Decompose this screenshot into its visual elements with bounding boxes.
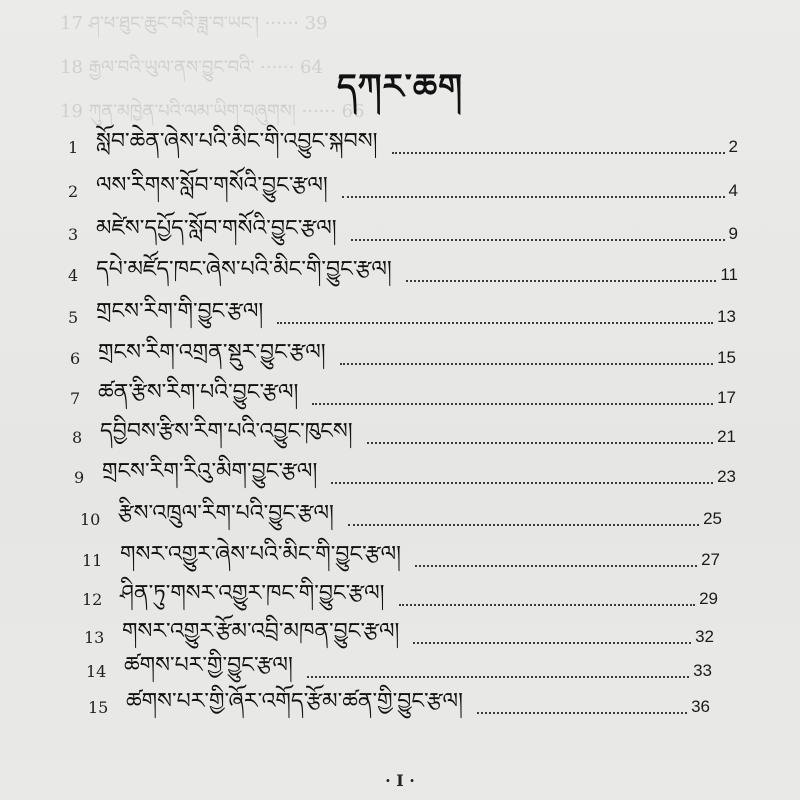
bleed-line: 17 ཤ་ཕ་ཐུང་ཆུང་བའི་ཟླ་བ་ཡང་། ······ 39 [60, 13, 328, 34]
entry-title: གྲངས་རིག་རིའུ་མིག་བྱུང་རྩལ། [102, 459, 318, 484]
entry-number: 6 [70, 348, 81, 368]
entry-number: 9 [74, 467, 85, 487]
dot-leader [399, 604, 696, 606]
entry-number: 8 [72, 427, 83, 447]
entry-title: ལས་རིགས་སློབ་གསོའི་བྱུང་རྩལ། [96, 173, 328, 198]
dot-leader [392, 152, 725, 154]
entry-page-number: 4 [728, 181, 738, 200]
entry-title: གྲངས་རིག་འགྲན་སྡུར་བྱུང་རྩལ། [98, 340, 326, 365]
entry-page-number: 11 [720, 265, 738, 284]
entry-title: དཔེ་མཛོད་ཁང་ཞེས་པའི་མིང་གི་བྱུང་རྩལ། [96, 257, 392, 282]
entry-number: 3 [68, 224, 79, 244]
entry-number: 14 [86, 661, 107, 681]
dot-leader [340, 363, 713, 365]
dot-leader [477, 712, 687, 714]
entry-title: ཚགས་པར་གྱི་ཞོར་འགོད་རྩོམ་ཚན་གྱི་བྱུང་རྩལ། [126, 689, 463, 714]
entry-page-number: 21 [717, 427, 736, 446]
toc-entry[interactable] [68, 130, 738, 164]
entry-title: ཤིན་ཏུ་གསར་འགྱུར་ཁང་གི་བྱུང་རྩལ། [120, 581, 385, 606]
entry-page-number: 32 [695, 627, 714, 646]
entry-number: 2 [68, 181, 79, 201]
page-title: དཀར་ཆག [336, 67, 464, 107]
dot-leader [351, 239, 725, 241]
entry-page-number: 2 [728, 137, 738, 156]
entry-title: སློབ་ཆེན་ཞེས་པའི་མིང་གི་འབྱུང་སྐབས། [96, 129, 378, 154]
toc-entry[interactable] [88, 690, 710, 724]
entry-page-number: 9 [728, 224, 738, 243]
entry-title: ཚན་རྩིས་རིག་པའི་བྱུང་རྩལ། [98, 380, 299, 405]
dot-leader [312, 403, 713, 405]
entry-title: རྩིས་འཁྲུལ་རིག་པའི་བྱུང་རྩལ། [118, 501, 334, 526]
dot-leader [406, 280, 717, 282]
entry-page-number: 25 [703, 509, 722, 528]
entry-page-number: 27 [701, 550, 720, 569]
entry-page-number: 33 [693, 661, 712, 680]
entry-page-number: 29 [699, 589, 718, 608]
dot-leader [331, 482, 713, 484]
bleed-line: 18 རྒྱལ་བའི་ཡུལ་ནས་བྱུང་བའི་ ······ 64 [60, 57, 323, 78]
bleed-line: 19 ཀུན་མཁྱེན་པའི་ལམ་ཡིག་བཞུགས། ······ 66 [60, 101, 365, 122]
dot-leader [277, 322, 713, 324]
entry-number: 13 [84, 627, 105, 647]
entry-page-number: 17 [717, 388, 736, 407]
entry-page-number: 13 [717, 307, 736, 326]
page-footer-number: · I · [385, 771, 415, 790]
entry-page-number: 23 [717, 467, 736, 486]
entry-number: 10 [80, 509, 101, 529]
entry-number: 11 [82, 550, 103, 570]
entry-number: 1 [68, 137, 79, 157]
entry-number: 15 [88, 697, 109, 717]
dot-leader [413, 642, 691, 644]
entry-title: གསར་འགྱུར་རྩོམ་འབྲི་མཁན་བྱུང་རྩལ། [122, 619, 400, 644]
entry-page-number: 36 [691, 697, 710, 716]
entry-title: དབྱིབས་རྩིས་རིག་པའི་འབྱུང་ཁུངས། [100, 419, 353, 444]
entry-title: གྲངས་རིག་གི་བྱུང་རྩལ། [96, 299, 264, 324]
entry-title: མཛེས་དཔྱོད་སློབ་གསོའི་བྱུང་རྩལ། [96, 216, 337, 241]
entry-number: 7 [70, 388, 81, 408]
dot-leader [342, 196, 725, 198]
entry-number: 12 [82, 589, 103, 609]
entry-title: ཚགས་པར་གྱི་བྱུང་རྩལ། [124, 653, 293, 678]
dot-leader [367, 442, 713, 444]
entry-page-number: 15 [717, 348, 736, 367]
entry-number: 5 [68, 307, 79, 327]
entry-title: གསར་འགྱུར་ཞེས་པའི་མིང་གི་བྱུང་རྩལ། [120, 542, 402, 567]
dot-leader [348, 524, 699, 526]
entry-number: 4 [68, 265, 79, 285]
dot-leader [415, 565, 697, 567]
